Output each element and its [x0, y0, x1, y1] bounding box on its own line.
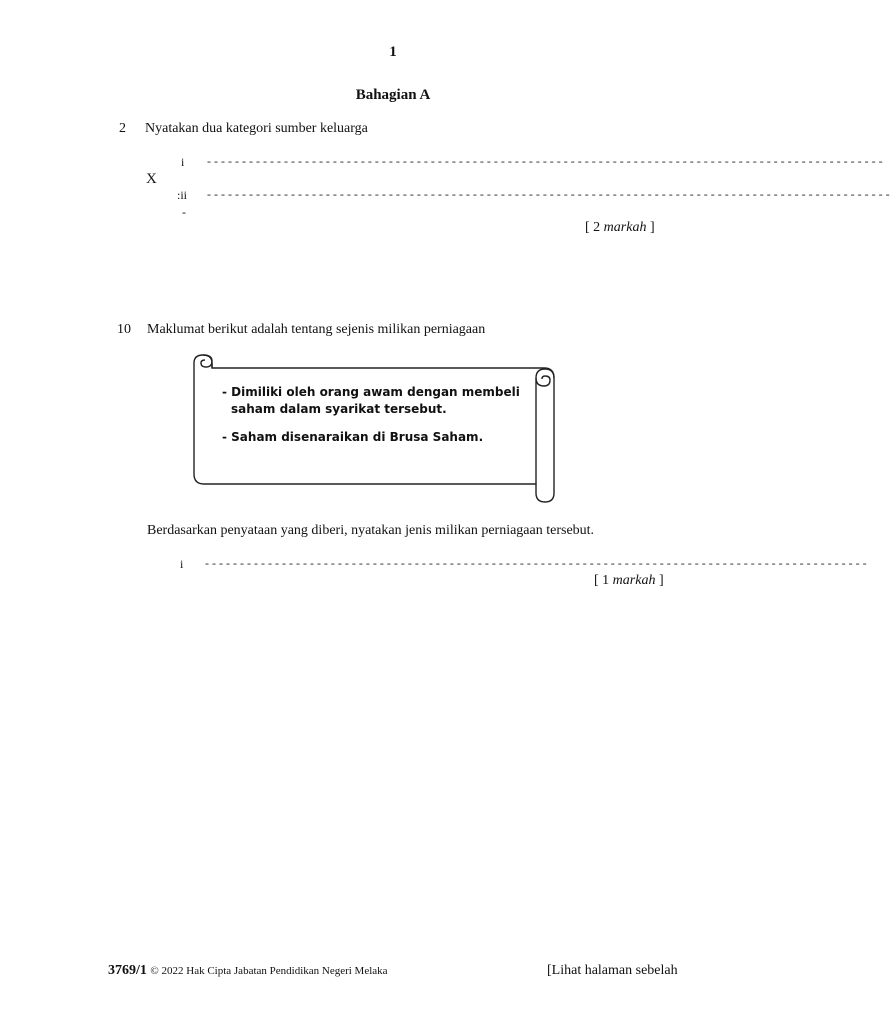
footer-left [108, 963, 388, 979]
answer-label-i: i [181, 155, 185, 169]
question-10-marks [594, 573, 664, 589]
scroll-graphic [188, 347, 560, 507]
next-page-note: [Lihat halaman sebelah [547, 963, 678, 978]
scroll-line-2: saham dalam syarikat tersebut. [231, 402, 447, 416]
marks-suffix: ] [658, 573, 664, 588]
copyright-text: © 2022 Hak Cipta Jabatan Pendidikan Negeri Melaka [150, 965, 388, 977]
answer-label-ii: :ii [177, 188, 188, 202]
answer-label-dash: - [182, 205, 186, 219]
marks-suffix: ] [649, 220, 655, 235]
scroll-line-3: - Saham disenaraikan di Brusa Saham. [222, 430, 484, 444]
marks-word: markah [603, 220, 647, 235]
question-10-prompt: Berdasarkan penyataan yang diberi, nyatakan jenis milikan perniagaan tersebut. [147, 523, 595, 538]
answer-line-2[interactable]: - - - - - - - - - - - - - - - - - - - - - - - - - - - - - - - - - - - - - - - - - - - - - - - - - - - - - - - - - - - - - - - - - - - - - - - - - - - - - - - - - - - - - - - - - - - - - - - - - - [207, 187, 890, 201]
scroll-line-1: - Dimiliki oleh orang awam dengan membeli [222, 385, 520, 399]
section-title: Bahagian A [355, 87, 431, 103]
answer-label-q10-i: i [180, 557, 184, 571]
answer-line-1[interactable]: - - - - - - - - - - - - - - - - - - - - - - - - - - - - - - - - - - - - - - - - - - - - - - - - - - - - - - - - - - - - - - - - - - - - - - - - - - - - - - - - - - - - - - - - - - - - - - - - - [207, 154, 883, 168]
question-2-number: 2 [119, 121, 126, 136]
question-10-number: 10 [117, 322, 131, 337]
marks-word: markah [612, 573, 656, 588]
paper-code: 3769/1 [108, 963, 147, 978]
marker-x: X [146, 171, 157, 187]
answer-line-q10[interactable]: - - - - - - - - - - - - - - - - - - - - - - - - - - - - - - - - - - - - - - - - - - - - - - - - - - - - - - - - - - - - - - - - - - - - - - - - - - - - - - - - - - - - - - - - - - - - - - - [205, 556, 867, 570]
page-number: 1 [389, 44, 397, 60]
question-2-marks [585, 220, 655, 236]
question-10-text: Maklumat berikut adalah tentang sejenis milikan perniagaan [147, 322, 486, 337]
marks-prefix: [ 2 [585, 220, 601, 235]
marks-prefix: [ 1 [594, 573, 610, 588]
question-2-text: Nyatakan dua kategori sumber keluarga [145, 121, 368, 136]
